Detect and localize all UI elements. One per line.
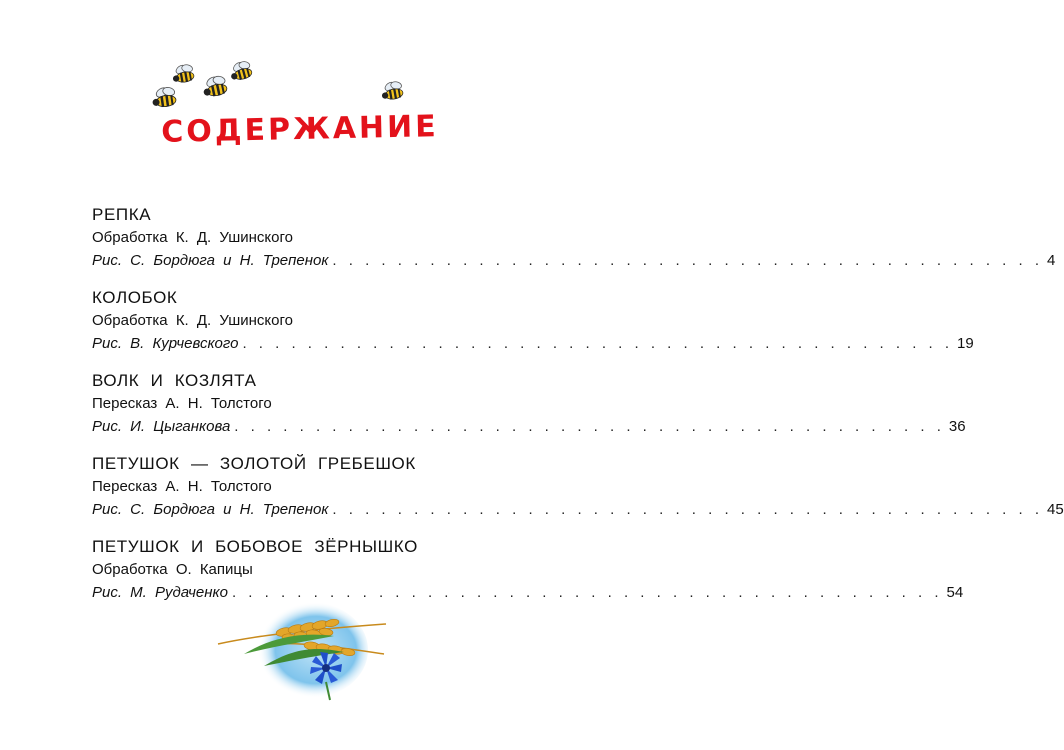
page-number: 54 — [946, 584, 964, 601]
illustration-line — [92, 249, 1056, 273]
page-number: 4 — [1047, 252, 1056, 269]
story-credit: Пересказ А. Н. Толстого — [92, 395, 272, 412]
story-title: ВОЛК И КОЗЛЯТА — [92, 371, 257, 390]
story-credit: Обработка О. Капицы — [92, 561, 253, 578]
story-title: РЕПКА — [92, 205, 152, 224]
toc-entry — [92, 369, 966, 439]
illustrator: Рис. С. Бордюга и Н. Трепенок — [92, 252, 329, 269]
page-title: СОДЕРЖАНИЕ — [160, 109, 440, 150]
toc-entry — [92, 286, 974, 356]
bee-icon — [151, 84, 178, 108]
illustrator: Рис. М. Рудаченко — [92, 584, 228, 601]
illustrator: Рис. С. Бордюга и Н. Трепенок — [92, 501, 329, 518]
wheat-cornflower-illustration — [214, 596, 390, 700]
page-number: 36 — [948, 418, 966, 435]
bees-decoration — [0, 0, 600, 120]
illustrator: Рис. И. Цыганкова — [92, 418, 231, 435]
page-number: 45 — [1047, 501, 1064, 518]
story-credit: Пересказ А. Н. Толстого — [92, 478, 272, 495]
table-of-contents — [92, 203, 1064, 618]
dot-leader: . . . . . . . . . . . . . . . . . . . . . . . . . . . . . . . . . . . . . . . . . . . . — [332, 252, 1043, 269]
toc-entry — [92, 203, 1056, 273]
toc-entry — [92, 535, 964, 605]
story-title: КОЛОБОК — [92, 288, 178, 307]
story-title: ПЕТУШОК — ЗОЛОТОЙ ГРЕБЕШОК — [92, 454, 416, 473]
illustration-line — [92, 332, 974, 356]
dot-leader: . . . . . . . . . . . . . . . . . . . . . . . . . . . . . . . . . . . . . . . . . . . . — [234, 418, 945, 435]
dot-leader: . . . . . . . . . . . . . . . . . . . . . . . . . . . . . . . . . . . . . . . . . . . . — [231, 584, 943, 601]
bee-icon — [171, 62, 196, 84]
page-number: 19 — [957, 335, 974, 352]
story-credit: Обработка К. Д. Ушинского — [92, 229, 293, 246]
story-title: ПЕТУШОК И БОБОВОЕ ЗЁРНЫШКО — [92, 537, 418, 556]
illustration-line — [92, 498, 1064, 522]
dot-leader: . . . . . . . . . . . . . . . . . . . . . . . . . . . . . . . . . . . . . . . . . . . . — [332, 501, 1043, 518]
bee-icon — [228, 58, 254, 82]
bee-icon — [380, 79, 405, 101]
toc-entry — [92, 452, 1064, 522]
story-credit: Обработка К. Д. Ушинского — [92, 312, 293, 329]
illustrator: Рис. В. Курчевского — [92, 335, 239, 352]
illustration-line — [92, 415, 966, 439]
dot-leader: . . . . . . . . . . . . . . . . . . . . . . . . . . . . . . . . . . . . . . . . . . . . — [242, 335, 954, 352]
bee-icon — [201, 73, 229, 98]
